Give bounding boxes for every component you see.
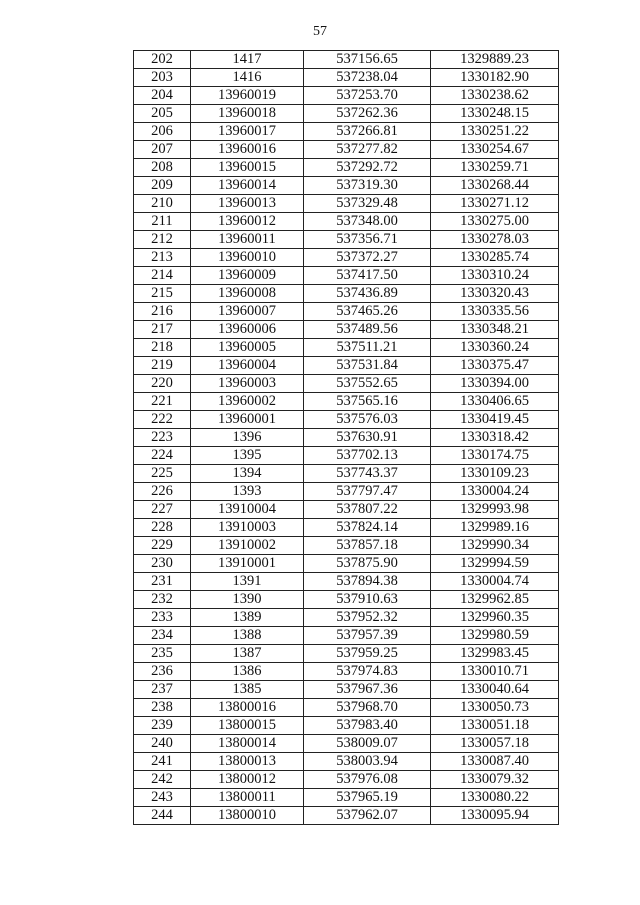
row-number-cell: 238 [134, 699, 191, 717]
y-coordinate-cell: 1330320.43 [431, 285, 559, 303]
x-coordinate-cell: 537277.82 [304, 141, 431, 159]
point-id-cell: 13960012 [191, 213, 304, 231]
x-coordinate-cell: 537238.04 [304, 69, 431, 87]
y-coordinate-cell: 1330251.22 [431, 123, 559, 141]
row-number-cell: 217 [134, 321, 191, 339]
row-number-cell: 242 [134, 771, 191, 789]
table-row [134, 717, 559, 735]
table-row [134, 447, 559, 465]
x-coordinate-cell: 537962.07 [304, 807, 431, 825]
point-id-cell: 13960007 [191, 303, 304, 321]
row-number-cell: 239 [134, 717, 191, 735]
table-row [134, 411, 559, 429]
row-number-cell: 215 [134, 285, 191, 303]
x-coordinate-cell: 538009.07 [304, 735, 431, 753]
table-row [134, 195, 559, 213]
table-row [134, 663, 559, 681]
y-coordinate-cell: 1330051.18 [431, 717, 559, 735]
x-coordinate-cell: 537372.27 [304, 249, 431, 267]
point-id-cell: 13910002 [191, 537, 304, 555]
point-id-cell: 13960001 [191, 411, 304, 429]
point-id-cell: 13960003 [191, 375, 304, 393]
table-row [134, 555, 559, 573]
table-row [134, 519, 559, 537]
x-coordinate-cell: 537348.00 [304, 213, 431, 231]
table-row [134, 105, 559, 123]
row-number-cell: 236 [134, 663, 191, 681]
point-id-cell: 1396 [191, 429, 304, 447]
x-coordinate-cell: 537465.26 [304, 303, 431, 321]
y-coordinate-cell: 1330275.00 [431, 213, 559, 231]
point-id-cell: 1395 [191, 447, 304, 465]
table-row [134, 123, 559, 141]
table-row [134, 591, 559, 609]
table-row [134, 627, 559, 645]
row-number-cell: 235 [134, 645, 191, 663]
point-id-cell: 13960014 [191, 177, 304, 195]
point-id-cell: 1390 [191, 591, 304, 609]
y-coordinate-cell: 1330259.71 [431, 159, 559, 177]
point-id-cell: 13960010 [191, 249, 304, 267]
point-id-cell: 13960004 [191, 357, 304, 375]
x-coordinate-cell: 537292.72 [304, 159, 431, 177]
row-number-cell: 204 [134, 87, 191, 105]
row-number-cell: 208 [134, 159, 191, 177]
y-coordinate-cell: 1330335.56 [431, 303, 559, 321]
table-row [134, 267, 559, 285]
table-row [134, 501, 559, 519]
table-row [134, 429, 559, 447]
table-row [134, 285, 559, 303]
table-row [134, 141, 559, 159]
x-coordinate-cell: 537511.21 [304, 339, 431, 357]
x-coordinate-cell: 537253.70 [304, 87, 431, 105]
x-coordinate-cell: 537266.81 [304, 123, 431, 141]
point-id-cell: 1385 [191, 681, 304, 699]
table-row [134, 771, 559, 789]
point-id-cell: 13800011 [191, 789, 304, 807]
table-row [134, 177, 559, 195]
x-coordinate-cell: 537630.91 [304, 429, 431, 447]
row-number-cell: 227 [134, 501, 191, 519]
table-row [134, 159, 559, 177]
point-id-cell: 13910003 [191, 519, 304, 537]
point-id-cell: 13960017 [191, 123, 304, 141]
x-coordinate-cell: 537319.30 [304, 177, 431, 195]
point-id-cell: 13910001 [191, 555, 304, 573]
x-coordinate-cell: 537968.70 [304, 699, 431, 717]
row-number-cell: 241 [134, 753, 191, 771]
point-id-cell: 13960006 [191, 321, 304, 339]
y-coordinate-cell: 1329983.45 [431, 645, 559, 663]
point-id-cell: 1393 [191, 483, 304, 501]
point-id-cell: 1391 [191, 573, 304, 591]
x-coordinate-cell: 537976.08 [304, 771, 431, 789]
x-coordinate-cell: 537436.89 [304, 285, 431, 303]
x-coordinate-cell: 537824.14 [304, 519, 431, 537]
y-coordinate-cell: 1330406.65 [431, 393, 559, 411]
point-id-cell: 13800013 [191, 753, 304, 771]
y-coordinate-cell: 1330360.24 [431, 339, 559, 357]
y-coordinate-cell: 1330004.24 [431, 483, 559, 501]
y-coordinate-cell: 1329994.59 [431, 555, 559, 573]
table-row [134, 357, 559, 375]
x-coordinate-cell: 537356.71 [304, 231, 431, 249]
point-id-cell: 1389 [191, 609, 304, 627]
x-coordinate-cell: 537983.40 [304, 717, 431, 735]
x-coordinate-cell: 537952.32 [304, 609, 431, 627]
row-number-cell: 205 [134, 105, 191, 123]
table-row [134, 609, 559, 627]
table-row [134, 69, 559, 87]
y-coordinate-cell: 1330174.75 [431, 447, 559, 465]
row-number-cell: 214 [134, 267, 191, 285]
y-coordinate-cell: 1330310.24 [431, 267, 559, 285]
x-coordinate-cell: 537489.56 [304, 321, 431, 339]
y-coordinate-cell: 1330087.40 [431, 753, 559, 771]
point-id-cell: 13960005 [191, 339, 304, 357]
x-coordinate-cell: 538003.94 [304, 753, 431, 771]
y-coordinate-cell: 1329962.85 [431, 591, 559, 609]
point-id-cell: 13800016 [191, 699, 304, 717]
row-number-cell: 211 [134, 213, 191, 231]
table-row [134, 249, 559, 267]
row-number-cell: 231 [134, 573, 191, 591]
table-row [134, 231, 559, 249]
y-coordinate-cell: 1330050.73 [431, 699, 559, 717]
point-id-cell: 1394 [191, 465, 304, 483]
row-number-cell: 206 [134, 123, 191, 141]
table-row [134, 375, 559, 393]
x-coordinate-cell: 537857.18 [304, 537, 431, 555]
y-coordinate-cell: 1330394.00 [431, 375, 559, 393]
table-row [134, 87, 559, 105]
y-coordinate-cell: 1330079.32 [431, 771, 559, 789]
x-coordinate-cell: 537552.65 [304, 375, 431, 393]
row-number-cell: 243 [134, 789, 191, 807]
y-coordinate-cell: 1330285.74 [431, 249, 559, 267]
table-row [134, 807, 559, 825]
x-coordinate-cell: 537797.47 [304, 483, 431, 501]
y-coordinate-cell: 1330248.15 [431, 105, 559, 123]
x-coordinate-cell: 537957.39 [304, 627, 431, 645]
y-coordinate-cell: 1330238.62 [431, 87, 559, 105]
x-coordinate-cell: 537974.83 [304, 663, 431, 681]
table-row [134, 681, 559, 699]
point-id-cell: 1417 [191, 51, 304, 69]
x-coordinate-cell: 537417.50 [304, 267, 431, 285]
x-coordinate-cell: 537807.22 [304, 501, 431, 519]
table-row [134, 753, 559, 771]
table-row [134, 321, 559, 339]
table-row [134, 699, 559, 717]
y-coordinate-cell: 1330271.12 [431, 195, 559, 213]
point-id-cell: 1387 [191, 645, 304, 663]
table-row [134, 573, 559, 591]
table-row [134, 51, 559, 69]
table-row [134, 735, 559, 753]
x-coordinate-cell: 537156.65 [304, 51, 431, 69]
x-coordinate-cell: 537894.38 [304, 573, 431, 591]
table-row [134, 339, 559, 357]
y-coordinate-cell: 1329993.98 [431, 501, 559, 519]
table-row [134, 393, 559, 411]
row-number-cell: 203 [134, 69, 191, 87]
y-coordinate-cell: 1330348.21 [431, 321, 559, 339]
x-coordinate-cell: 537565.16 [304, 393, 431, 411]
row-number-cell: 233 [134, 609, 191, 627]
row-number-cell: 213 [134, 249, 191, 267]
row-number-cell: 209 [134, 177, 191, 195]
x-coordinate-cell: 537702.13 [304, 447, 431, 465]
point-id-cell: 13960011 [191, 231, 304, 249]
y-coordinate-cell: 1330182.90 [431, 69, 559, 87]
point-id-cell: 13960008 [191, 285, 304, 303]
point-id-cell: 13800014 [191, 735, 304, 753]
row-number-cell: 232 [134, 591, 191, 609]
y-coordinate-cell: 1330268.44 [431, 177, 559, 195]
table-row [134, 789, 559, 807]
row-number-cell: 220 [134, 375, 191, 393]
y-coordinate-cell: 1330254.67 [431, 141, 559, 159]
row-number-cell: 225 [134, 465, 191, 483]
point-id-cell: 13960016 [191, 141, 304, 159]
point-id-cell: 13960015 [191, 159, 304, 177]
point-id-cell: 13910004 [191, 501, 304, 519]
x-coordinate-cell: 537743.37 [304, 465, 431, 483]
y-coordinate-cell: 1330040.64 [431, 681, 559, 699]
row-number-cell: 223 [134, 429, 191, 447]
table-row [134, 303, 559, 321]
y-coordinate-cell: 1330109.23 [431, 465, 559, 483]
y-coordinate-cell: 1329990.34 [431, 537, 559, 555]
row-number-cell: 230 [134, 555, 191, 573]
point-id-cell: 1386 [191, 663, 304, 681]
row-number-cell: 216 [134, 303, 191, 321]
table-row [134, 465, 559, 483]
point-id-cell: 13800015 [191, 717, 304, 735]
row-number-cell: 218 [134, 339, 191, 357]
x-coordinate-cell: 537576.03 [304, 411, 431, 429]
row-number-cell: 219 [134, 357, 191, 375]
row-number-cell: 207 [134, 141, 191, 159]
x-coordinate-cell: 537875.90 [304, 555, 431, 573]
row-number-cell: 202 [134, 51, 191, 69]
point-id-cell: 1416 [191, 69, 304, 87]
y-coordinate-cell: 1329980.59 [431, 627, 559, 645]
table-body [134, 51, 559, 825]
y-coordinate-cell: 1329989.16 [431, 519, 559, 537]
table-row [134, 645, 559, 663]
y-coordinate-cell: 1330095.94 [431, 807, 559, 825]
x-coordinate-cell: 537959.25 [304, 645, 431, 663]
row-number-cell: 229 [134, 537, 191, 555]
point-id-cell: 13800010 [191, 807, 304, 825]
x-coordinate-cell: 537910.63 [304, 591, 431, 609]
y-coordinate-cell: 1329889.23 [431, 51, 559, 69]
row-number-cell: 244 [134, 807, 191, 825]
row-number-cell: 224 [134, 447, 191, 465]
point-id-cell: 13800012 [191, 771, 304, 789]
point-id-cell: 13960013 [191, 195, 304, 213]
point-id-cell: 13960002 [191, 393, 304, 411]
page-number: 57 [313, 24, 327, 39]
y-coordinate-cell: 1329960.35 [431, 609, 559, 627]
point-id-cell: 13960018 [191, 105, 304, 123]
y-coordinate-cell: 1330375.47 [431, 357, 559, 375]
row-number-cell: 212 [134, 231, 191, 249]
row-number-cell: 234 [134, 627, 191, 645]
x-coordinate-cell: 537262.36 [304, 105, 431, 123]
x-coordinate-cell: 537967.36 [304, 681, 431, 699]
table-row [134, 483, 559, 501]
row-number-cell: 210 [134, 195, 191, 213]
point-id-cell: 13960009 [191, 267, 304, 285]
y-coordinate-cell: 1330419.45 [431, 411, 559, 429]
y-coordinate-cell: 1330057.18 [431, 735, 559, 753]
table-row [134, 537, 559, 555]
y-coordinate-cell: 1330278.03 [431, 231, 559, 249]
point-id-cell: 1388 [191, 627, 304, 645]
x-coordinate-cell: 537965.19 [304, 789, 431, 807]
row-number-cell: 228 [134, 519, 191, 537]
y-coordinate-cell: 1330080.22 [431, 789, 559, 807]
x-coordinate-cell: 537329.48 [304, 195, 431, 213]
point-id-cell: 13960019 [191, 87, 304, 105]
coordinates-table [133, 50, 559, 825]
row-number-cell: 221 [134, 393, 191, 411]
y-coordinate-cell: 1330318.42 [431, 429, 559, 447]
row-number-cell: 226 [134, 483, 191, 501]
y-coordinate-cell: 1330010.71 [431, 663, 559, 681]
row-number-cell: 240 [134, 735, 191, 753]
table-row [134, 213, 559, 231]
row-number-cell: 237 [134, 681, 191, 699]
row-number-cell: 222 [134, 411, 191, 429]
x-coordinate-cell: 537531.84 [304, 357, 431, 375]
y-coordinate-cell: 1330004.74 [431, 573, 559, 591]
